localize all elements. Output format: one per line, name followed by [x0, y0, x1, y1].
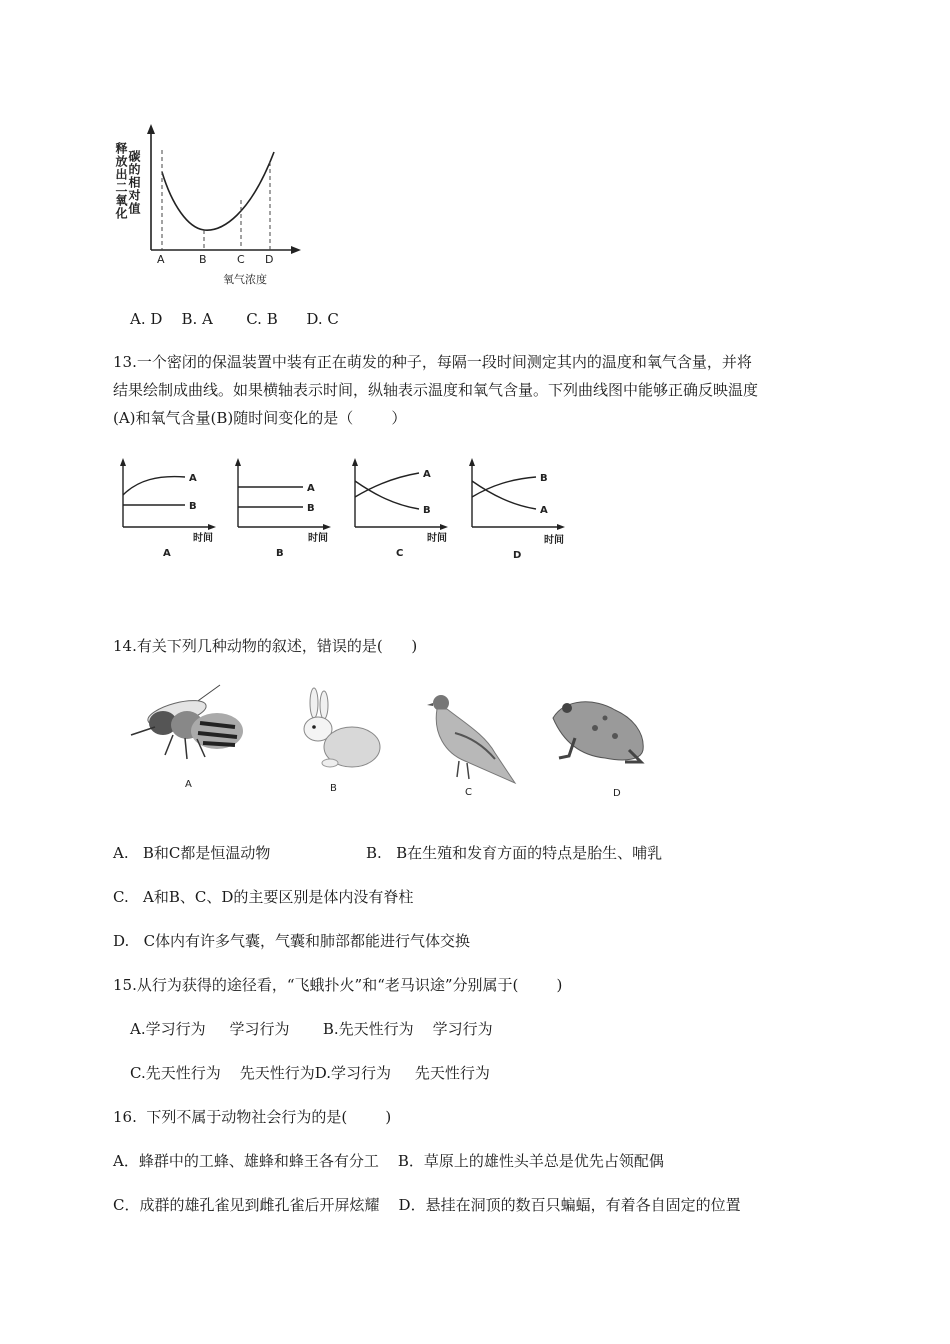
point-label: C [237, 253, 245, 266]
curve-a [472, 481, 536, 509]
curve-label: A [307, 483, 315, 494]
time-label: 时间 [427, 533, 447, 544]
curve-label: B [189, 501, 197, 512]
q14-stem: 14.有关下列几种动物的叙述，错误的是( ) [113, 637, 418, 655]
time-label: 时间 [193, 533, 213, 544]
curve-b [355, 481, 419, 509]
graph-caption: A [163, 548, 171, 559]
q15-options-line1: A.学习行为 学习行为 B.先天性行为 学习行为 [130, 1020, 493, 1038]
q14-option-c: C. A和B、C、D的主要区别是体内没有脊柱 [113, 888, 414, 906]
graph-caption: D [513, 550, 522, 561]
animal-caption: D [613, 788, 621, 799]
point-label: B [199, 253, 207, 266]
q13-stem-line2: 结果绘制成曲线。如果横轴表示时间，纵轴表示温度和氧气含量。下列曲线图中能够正确反映温度 [113, 381, 759, 399]
q14-option-d: D. C体内有许多气囊，气囊和肺部都能进行气体交换 [113, 932, 471, 950]
q13-graph-b [228, 455, 338, 565]
point-label: D [265, 253, 274, 266]
curve-label: A [423, 469, 431, 480]
q14-option-a: A. B和C都是恒温动物 [113, 844, 271, 862]
q14-option-b: B. B在生殖和发育方面的特点是胎生、哺乳 [366, 844, 663, 862]
animal-caption: A [185, 779, 192, 790]
curve-label: B [307, 503, 315, 514]
pigeon-icon [425, 683, 525, 801]
q13-stem-line1: 13.一个密闭的保温装置中装有正在萌发的种子，每隔一段时间测定其内的温度和氧气含量，并将 [113, 353, 752, 371]
q13-stem-line3: (A)和氧气含量(B)随时间变化的是（ ） [113, 409, 407, 427]
co2-release-curve [162, 152, 274, 230]
frog-icon [545, 688, 655, 800]
curve-a [355, 473, 419, 497]
curve-label: A [540, 505, 548, 516]
curve-label: B [423, 505, 431, 516]
x-axis-label: 氧气浓度 [223, 273, 267, 286]
bee-icon [125, 683, 255, 793]
point-label: A [157, 253, 165, 266]
q16-options-line2: C．成群的雄孔雀见到雌孔雀后开屏炫耀 D．悬挂在洞顶的数百只蝙蝠，有着各自固定的位置 [113, 1196, 741, 1214]
q15-options-line2: C.先天性行为 先天性行为D.学习行为 先天性行为 [130, 1064, 490, 1082]
q13-graph-d [462, 455, 574, 565]
co2-oxygen-graph [110, 120, 310, 295]
animal-caption: C [465, 787, 472, 798]
q13-graph-c [345, 455, 455, 565]
curve-a [123, 477, 185, 495]
time-label: 时间 [544, 535, 564, 546]
q13-graph-a [113, 455, 223, 565]
y-axis-label-col2: 释放出二氧化 [114, 142, 128, 220]
graph-caption: B [276, 548, 284, 559]
curve-label: B [540, 473, 548, 484]
graph-caption: C [396, 548, 404, 559]
rabbit-icon [290, 685, 390, 800]
y-axis-label-col1: 碳的相对值 [127, 150, 141, 215]
q12-options: A. D B. A C. B D. C [130, 310, 339, 328]
q16-stem: 16. 下列不属于动物社会行为的是( ) [113, 1108, 392, 1126]
curve-label: A [189, 473, 197, 484]
time-label: 时间 [308, 533, 328, 544]
q16-options-line1: A．蜂群中的工蜂、雄蜂和蜂王各有分工 B．草原上的雄性头羊总是优先占领配偶 [113, 1152, 664, 1170]
q15-stem: 15.从行为获得的途径看，“飞蛾扑火”和“老马识途”分别属于( ) [113, 976, 563, 994]
animal-caption: B [330, 783, 337, 794]
